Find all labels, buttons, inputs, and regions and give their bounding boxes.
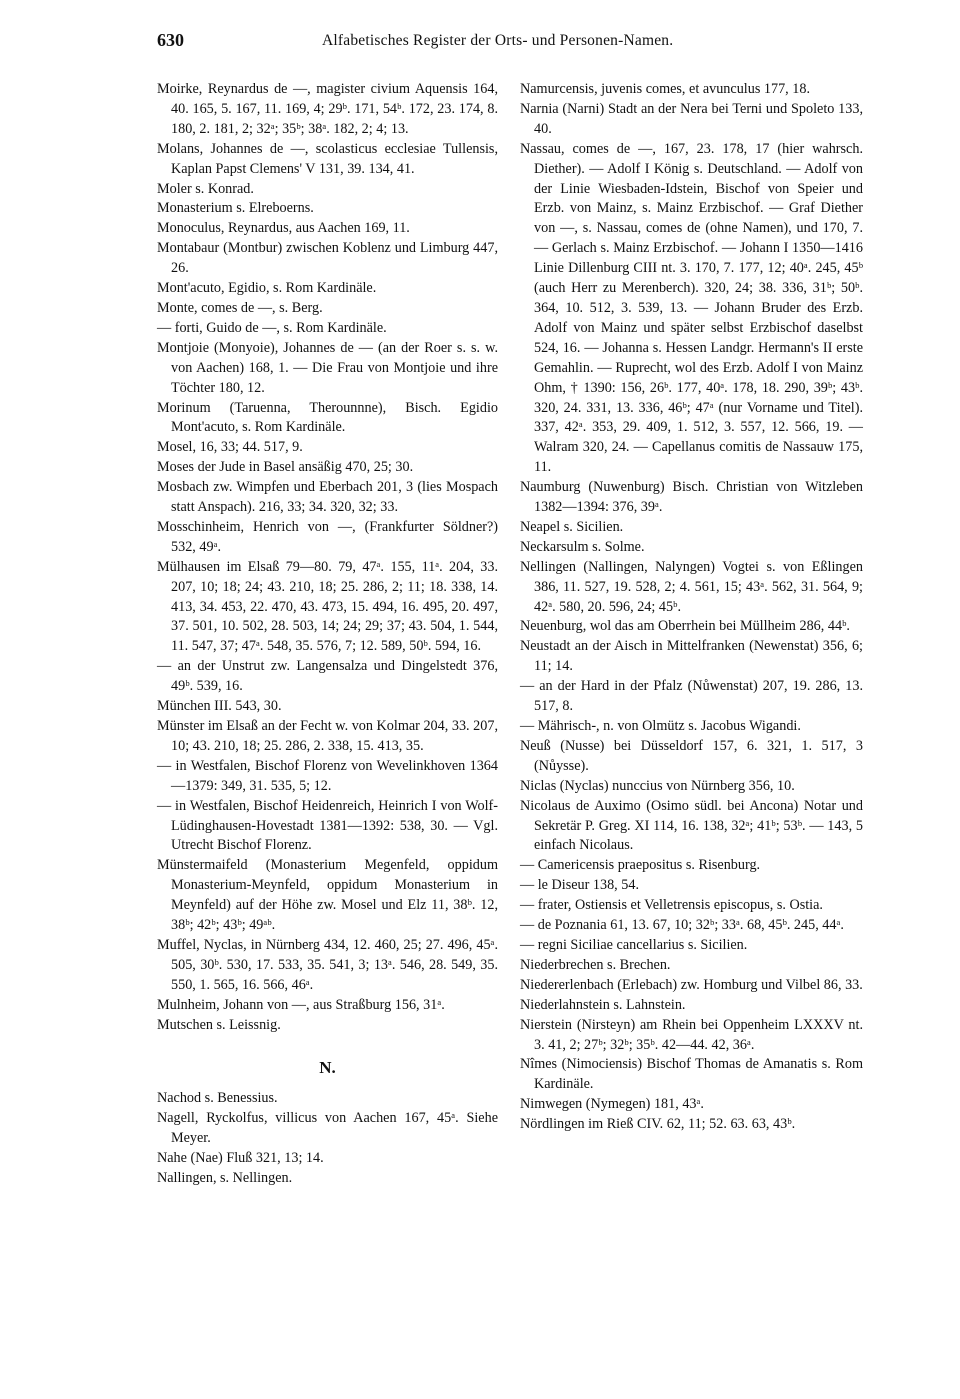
section-letter: N. bbox=[319, 1057, 336, 1077]
index-entry: Neuenburg, wol das am Oberrhein bei Müllheim 286, 44ᵇ. bbox=[520, 618, 850, 635]
index-entry: Nallingen, s. Nellingen. bbox=[157, 1170, 293, 1187]
index-entry: Niederlahnstein s. Lahnstein. bbox=[520, 996, 686, 1013]
index-entry: Namurcensis, juvenis comes, et avunculus 177, 18. bbox=[520, 81, 810, 97]
index-entry: Mosschinheim, Henrich von —, (Frankfurter Söldner?) 532, 49ᵃ. bbox=[157, 518, 498, 555]
index-entry: Moirke, Reynardus de —, magister civium Aquensis 164, 40. 165, 5. 167, 11. 169, 4; 29ᵇ. 171, 54ᵇ. 172, 23. 174, 8. 180, 2. 181, 2; 32ᵃ; 35ᵇ; 38ᵃ. 182, 2; 4; 13. bbox=[157, 81, 498, 137]
index-entry: Moses der Jude in Basel ansäßig 470, 25; 30. bbox=[157, 459, 414, 476]
index-entry: — forti, Guido de —, s. Rom Kardinäle. bbox=[157, 319, 387, 336]
index-entry: Nicolaus de Auximo (Osimo südl. bei Ancona) Notar und Sekretär P. Greg. XI 114, 16. 138, 32ᵃ; 41ᵇ; 53ᵇ. — 143, 5 einfach Nicolaus. bbox=[520, 797, 863, 854]
index-entry: Montjoie (Monyoie), Johannes de — (an der Roer s. s. w. von Aachen) 168, 1. — Die Frau von Montjoie und ihre Töchter 180, 12. bbox=[157, 339, 498, 396]
index-entry: — in Westfalen, Bischof Florenz von Wevelinkhoven 1364—1379: 349, 31. 535, 5; 12. bbox=[157, 757, 498, 794]
index-entry: — an der Unstrut zw. Langensalza und Dingelstedt 376, 49ᵇ. 539, 16. bbox=[157, 658, 498, 695]
index-entry: Münstermaifeld (Monasterium Megenfeld, oppidum Monasterium-Meynfeld, oppidum Monasterium in Meynfeld) auf der Höhe zw. Mosel und Elz 11, 38ᵇ. 12, 38ᵇ; 42ᵇ; 43ᵇ; 49ᵃᵇ. bbox=[157, 857, 498, 934]
index-entry: Nierstein (Nirsteyn) am Rhein bei Oppenheim LXXXV nt. 3. 41, 2; 27ᵇ; 32ᵇ; 35ᵇ. 42—44. 42, 36ᵃ. bbox=[520, 1016, 863, 1053]
index-entry: Niclas (Nyclas) nunccius von Nürnberg 356, 10. bbox=[520, 777, 795, 794]
index-entry: — le Diseur 138, 54. bbox=[520, 877, 640, 894]
index-entry: — Camericensis praepositus s. Risenburg. bbox=[520, 857, 761, 874]
index-entry: Nîmes (Nimociensis) Bischof Thomas de Amanatis s. Rom Kardinäle. bbox=[520, 1056, 863, 1093]
index-entry: Mosel, 16, 33; 44. 517, 9. bbox=[157, 439, 303, 456]
index-entry: Moler s. Konrad. bbox=[157, 180, 254, 197]
index-entry: Niederbrechen s. Brechen. bbox=[520, 956, 671, 973]
index-entry: Mutschen s. Leissnig. bbox=[157, 1016, 281, 1033]
index-entry: Nagell, Ryckolfus, villicus von Aachen 167, 45ᵃ. Siehe Meyer. bbox=[157, 1110, 498, 1147]
index-entry: Niedererlenbach (Erlebach) zw. Homburg und Vilbel 86, 33. bbox=[520, 976, 863, 993]
index-entry: Monasterium s. Elreboerns. bbox=[157, 200, 314, 217]
index-entry: Naumburg (Nuwenburg) Bisch. Christian von Witzleben 1382—1394: 376, 39ᵃ. bbox=[520, 479, 863, 516]
page-number: 630 bbox=[157, 30, 184, 50]
index-entry: Neapel s. Sicilien. bbox=[520, 518, 624, 535]
right-column bbox=[520, 80, 863, 1135]
index-entry: — de Poznania 61, 13. 67, 10; 32ᵇ; 33ᵃ. 68, 45ᵇ. 245, 44ᵃ. bbox=[520, 917, 844, 934]
index-entry: Nahe (Nae) Fluß 321, 13; 14. bbox=[157, 1150, 324, 1167]
index-entry: München III. 543, 30. bbox=[157, 698, 282, 715]
index-entry: Nördlingen im Rieß CIV. 62, 11; 52. 63. 63, 43ᵇ. bbox=[520, 1116, 796, 1133]
index-entry: Nimwegen (Nymegen) 181, 43ᵃ. bbox=[520, 1096, 704, 1113]
index-entry: Neuß (Nusse) bei Düsseldorf 157, 6. 321, 1. 517, 3 (Nůysse). bbox=[520, 737, 863, 774]
index-entry: — frater, Ostiensis et Velletrensis episcopus, s. Ostia. bbox=[520, 897, 823, 914]
index-entry: Molans, Johannes de —, scolasticus ecclesiae Tullensis, Kaplan Papst Clemens' V 131, 39. 134, 41. bbox=[157, 140, 498, 177]
index-entry: Mosbach zw. Wimpfen und Eberbach 201, 3 (lies Mospach statt Anspach). 216, 33; 34. 320, 32; 33. bbox=[157, 479, 498, 516]
left-column bbox=[157, 80, 498, 1189]
index-entry: — Mährisch-, n. von Olmütz s. Jacobus Wigandi. bbox=[520, 718, 801, 734]
page-header bbox=[157, 30, 863, 60]
index-entry: — an der Hard in der Pfalz (Nůwenstat) 207, 19. 286, 13. 517, 8. bbox=[520, 678, 863, 715]
index-entry: Nellingen (Nallingen, Nalyngen) Vogtei s. von Eßlingen 386, 11. 527, 19. 528, 2; 4. 561, 15; 43ᵃ. 562, 31. 564, 9; 42ᵃ. 580, 20. 596, 24; 45ᵇ. bbox=[520, 558, 863, 615]
index-entry: — in Westfalen, Bischof Heidenreich, Heinrich I von Wolf-Lüdinghausen-Hovestadt 1381—1392: 538, 30. — Vgl. Utrecht Bischof Florenz. bbox=[157, 797, 498, 854]
index-entry: Mulnheim, Johann von —, aus Straßburg 156, 31ᵃ. bbox=[157, 996, 445, 1013]
index-entry: Muffel, Nyclas, in Nürnberg 434, 12. 460, 25; 27. 496, 45ᵃ. 505, 30ᵇ. 530, 17. 533, 35. 541, 3; 13ᵃ. 546, 28. 549, 35. 550, 1. 565, 16. 566, 46ᵃ. bbox=[157, 936, 498, 993]
index-entry: Münster im Elsaß an der Fecht w. von Kolmar 204, 33. 207, 10; 43. 210, 18; 25. 286, 2. 338, 15. 413, 35. bbox=[157, 718, 498, 754]
index-entry: Nachod s. Benessius. bbox=[157, 1090, 278, 1107]
index-entry: Monte, comes de —, s. Berg. bbox=[157, 299, 323, 316]
running-title: Alfabetisches Register der Orts- und Personen-Namen. bbox=[322, 32, 674, 49]
index-entry: Montabaur (Montbur) zwischen Koblenz und Limburg 447, 26. bbox=[157, 240, 498, 277]
index-entry: Nassau, comes de —, 167, 23. 178, 17 (hier wahrsch. Diether). — Adolf I König s. Deutschland. — Adolf von der Linie Wiesbaden-Idstein, Bischof von Speier und Erzb. von Mainz, s. Mainz Erzbischof. — Graf Diether von —, s. Nassau, comes de (ohne Namen), und 170, 7. — Gerlach s. Mainz Erzbischof. — Johann I 1350—1416 Linie Dillenburg CIII nt. 3. 170, 7. 177, 12; 40ᵃ. 245, 45ᵇ (auch Herr zu Merenberch). 320, 24; 38. 336, 31ᵇ; 50ᵇ. 364, 10. 512, 3. 539, 13. — Johann Bruder des Erzb. Adolf von Mainz und später selbst Erzbischof daselbst 524, 16. — Johanna s. Hessen Landgr. Hermann's II erste Gemahlin. — Ruprecht, wol des Erzb. Adolf I von Mainz Ohm, † 1390: 156, 26ᵇ. 177, 40ᵃ. 178, 18. 290, 39ᵇ; 43ᵇ. 320, 24. 331, 13. 336, 46ᵇ; 47ᵃ (nur Vorname und Titel). 337, 42ᵃ. 353, 29. 409, 1. 512, 3. 557, 12. 566, 19. — Walram 320, 24. — Capellanus comitis de Nassauw 175, 11. bbox=[520, 140, 863, 476]
index-entry: Neckarsulm s. Solme. bbox=[520, 538, 645, 555]
index-entry: Morinum (Taruenna, Therounnne), Bisch. Egidio Mont'acuto, s. Rom Kardinäle. bbox=[157, 399, 498, 436]
index-entry: Mont'acuto, Egidio, s. Rom Kardinäle. bbox=[157, 280, 377, 297]
index-entry: Mülhausen im Elsaß 79—80. 79, 47ᵃ. 155, 11ᵃ. 204, 33. 207, 10; 18; 24; 43. 210, 18; 25. 286, 2; 11; 18. 338, 14. 413, 34. 453, 22. 470, 43. 473, 15. 494, 16. 495, 20. 497, 37. 501, 10. 502, 28. 503, 14; 24; 29; 37; 43. 504, 1. 544, 11. 547, 37; 47ᵃ. 548, 35. 576, 7; 12. 589, 50ᵇ. 594, 16. bbox=[157, 558, 498, 655]
index-entry: Narnia (Narni) Stadt an der Nera bei Terni und Spoleto 133, 40. bbox=[520, 100, 863, 137]
index-entry: Neustadt an der Aisch in Mittelfranken (Newenstat) 356, 6; 11; 14. bbox=[520, 638, 863, 675]
index-entry: — regni Siciliae cancellarius s. Sicilien. bbox=[520, 936, 748, 953]
index-entry: Monoculus, Reynardus, aus Aachen 169, 11. bbox=[157, 220, 410, 237]
